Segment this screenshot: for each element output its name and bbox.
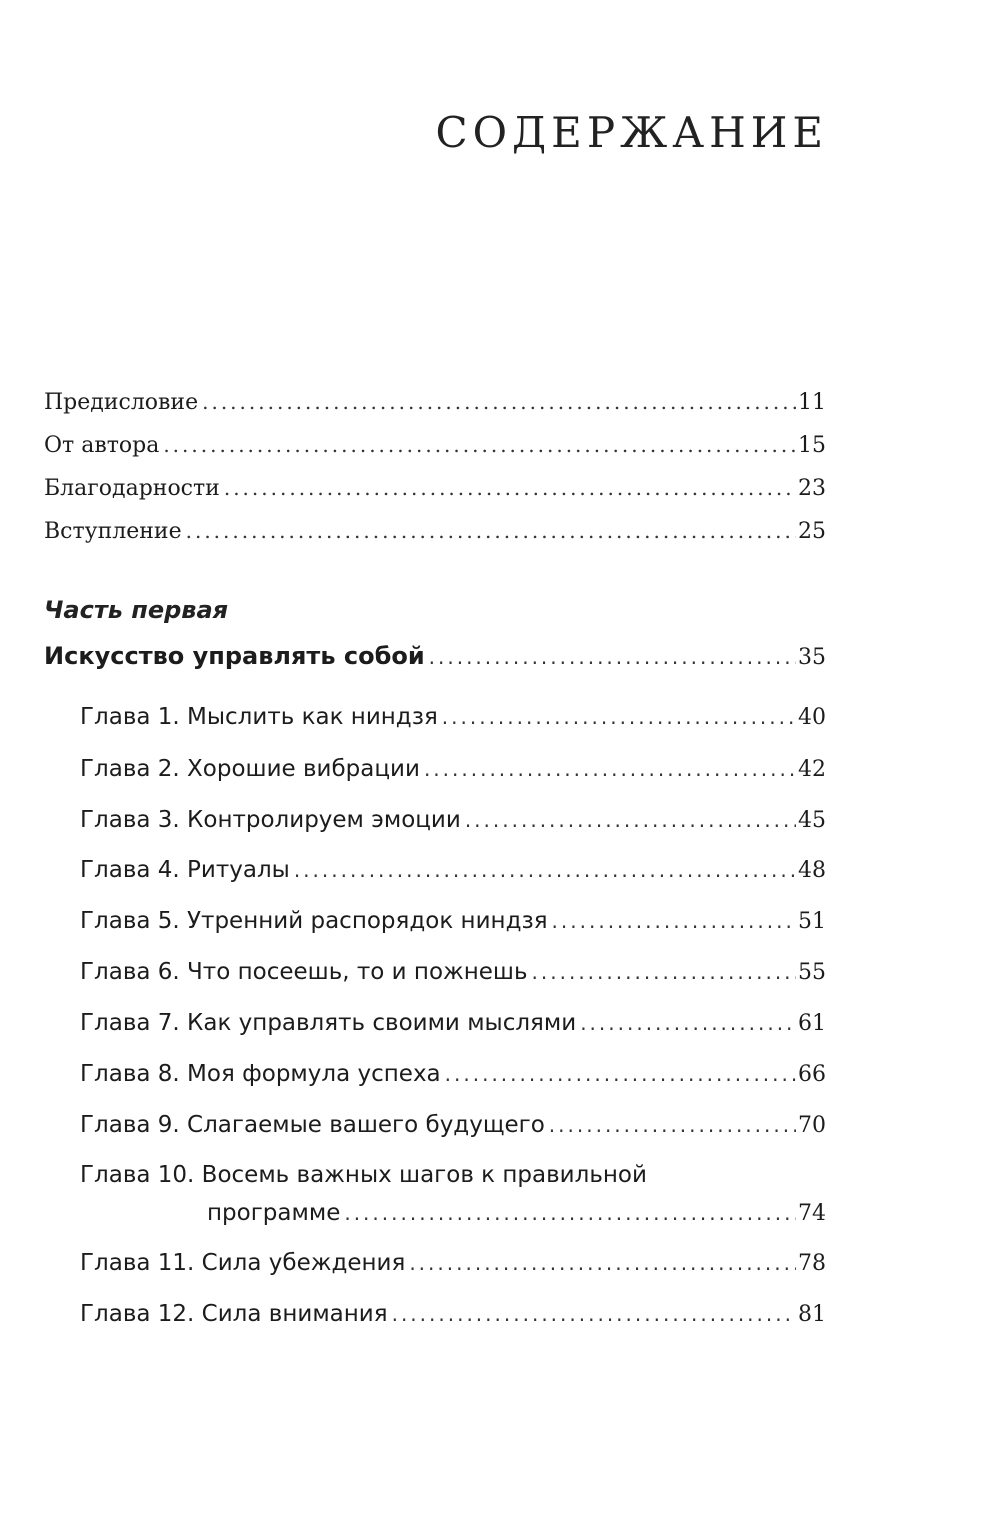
toc-entry-label: Глава 1. Мыслить как ниндзя	[80, 704, 438, 730]
toc-entry-page: 61	[798, 1011, 826, 1036]
dot-leader	[392, 1302, 796, 1326]
toc-entry-label: Глава 9. Слагаемые вашего будущего	[80, 1112, 545, 1138]
toc-entry-label: Вступление	[44, 519, 182, 544]
dot-leader	[163, 433, 796, 457]
dot-leader	[549, 1113, 796, 1137]
toc-entry-page: 11	[798, 390, 826, 415]
toc-entry-chapter	[80, 1061, 826, 1087]
dot-leader	[424, 757, 796, 781]
toc-entry-from-author	[44, 433, 826, 458]
toc-entry-page: 81	[798, 1302, 826, 1327]
part-label: Часть первая	[44, 596, 229, 624]
part-title: Искусство управлять собой	[44, 642, 425, 670]
toc-entry-label: Глава 12. Сила внимания	[80, 1301, 388, 1327]
toc-entry-chapter	[80, 1112, 826, 1138]
toc-entry-label: Глава 2. Хорошие вибрации	[80, 756, 420, 782]
toc-entry-chapter	[80, 1301, 826, 1327]
toc-entry-acknowledgements	[44, 476, 826, 501]
dot-leader	[409, 1251, 796, 1275]
toc-entry-introduction	[44, 519, 826, 544]
toc-entry-chapter	[207, 1200, 826, 1226]
toc-entry-chapter	[80, 1010, 826, 1036]
dot-leader	[224, 476, 796, 500]
toc-entry-page: 35	[798, 645, 826, 670]
toc-entry-chapter	[80, 857, 826, 883]
dot-leader	[580, 1011, 796, 1035]
toc-entry-page: 45	[798, 808, 826, 833]
toc-entry-page: 40	[798, 705, 826, 730]
toc-entry-label: От автора	[44, 433, 160, 458]
toc-entry-label: Глава 6. Что посеешь, то и пожнешь	[80, 959, 528, 985]
dot-leader	[532, 960, 796, 984]
dot-leader	[465, 808, 796, 832]
toc-entry-label: Глава 4. Ритуалы	[80, 857, 290, 883]
toc-entry-page: 66	[798, 1062, 826, 1087]
dot-leader	[429, 645, 796, 669]
dot-leader	[442, 705, 796, 729]
toc-entry-label: Глава 5. Утренний распорядок ниндзя	[80, 908, 548, 934]
toc-entry-label: Глава 8. Моя формула успеха	[80, 1061, 441, 1087]
toc-entry-page: 48	[798, 858, 826, 883]
toc-entry-chapter-first-line: Глава 10. Восемь важных шагов к правильной	[80, 1162, 647, 1188]
toc-entry-chapter	[80, 807, 826, 833]
toc-entry-page: 23	[798, 476, 826, 501]
dot-leader	[445, 1062, 796, 1086]
page-title: СОДЕРЖАНИЕ	[435, 108, 828, 157]
toc-entry-preface	[44, 390, 826, 415]
toc-entry-page: 55	[798, 960, 826, 985]
toc-entry-label: Глава 3. Контролируем эмоции	[80, 807, 461, 833]
toc-entry-chapter	[80, 704, 826, 730]
dot-leader	[294, 858, 796, 882]
toc-entry-label: Благодарности	[44, 476, 220, 501]
dot-leader	[186, 519, 796, 543]
toc-entry-page: 42	[798, 757, 826, 782]
toc-entry-label-continuation: программе	[207, 1200, 341, 1226]
dot-leader	[202, 390, 796, 414]
toc-entry-page: 78	[798, 1251, 826, 1276]
toc-entry-page: 70	[798, 1113, 826, 1138]
toc-entry-page: 15	[798, 433, 826, 458]
toc-entry-chapter	[80, 959, 826, 985]
toc-entry-chapter	[80, 908, 826, 934]
toc-entry-page: 51	[798, 909, 826, 934]
dot-leader	[552, 909, 796, 933]
toc-entry-chapter	[80, 756, 826, 782]
toc-entry-page: 74	[798, 1201, 826, 1226]
toc-entry-part	[44, 642, 826, 670]
toc-entry-label: Предисловие	[44, 390, 199, 415]
dot-leader	[344, 1201, 796, 1225]
toc-entry-page: 25	[798, 519, 826, 544]
toc-entry-chapter	[80, 1250, 826, 1276]
toc-entry-label: Глава 7. Как управлять своими мыслями	[80, 1010, 577, 1036]
toc-entry-label: Глава 11. Сила убеждения	[80, 1250, 406, 1276]
